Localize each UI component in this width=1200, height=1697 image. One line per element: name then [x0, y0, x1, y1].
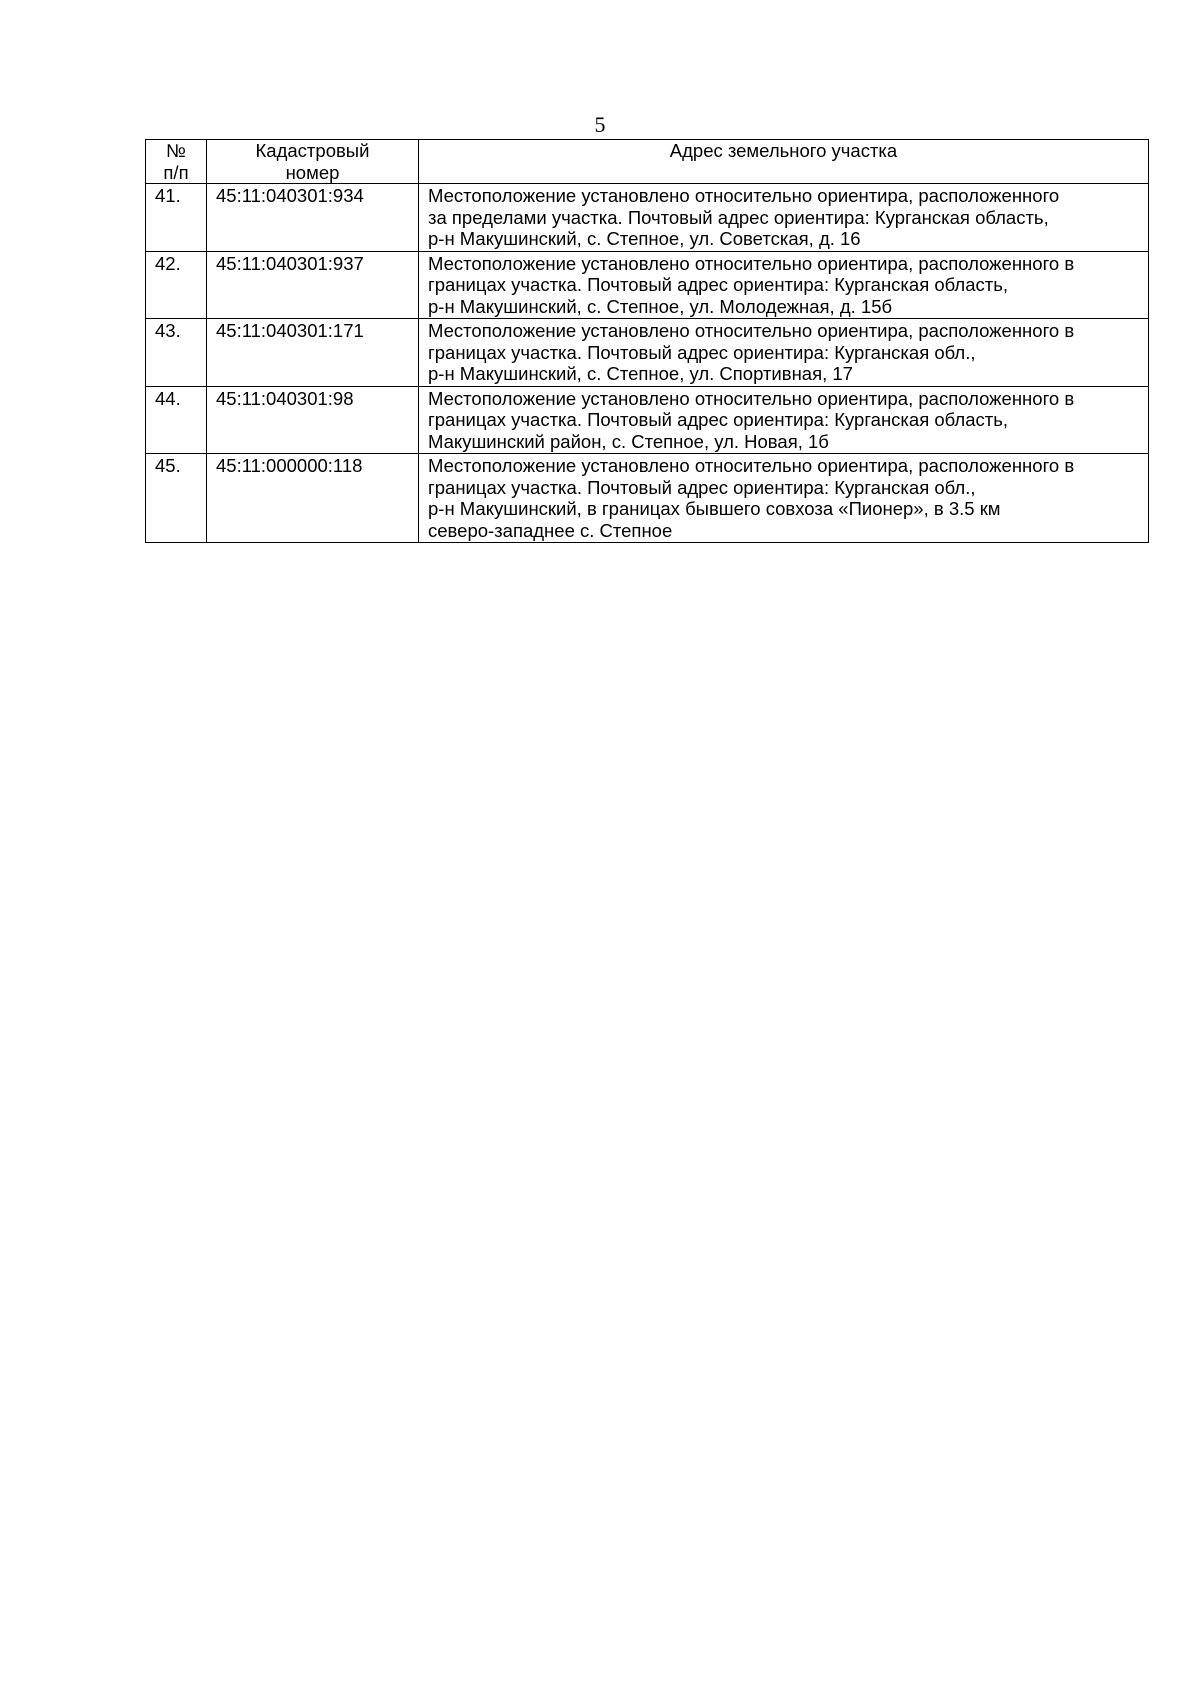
header-num	[146, 140, 207, 184]
table-row	[146, 251, 1149, 319]
header-num-line: п/п	[163, 161, 189, 183]
address-line: р-н Макушинский, в границах бывшего совхоза «Пионер», в 3.5 км	[428, 498, 1001, 519]
address-line: Макушинский район, с. Степное, ул. Новая, 1б	[428, 430, 829, 452]
header-row	[146, 140, 1149, 184]
address-line: границах участка. Почтовый адрес ориентира: Курганская обл.,	[428, 341, 976, 363]
address-line: р-н Макушинский, с. Степное, ул. Спортивная, 17	[428, 363, 853, 384]
plot-address	[419, 184, 1149, 252]
row-number: 42.	[146, 251, 207, 319]
land-plot-table	[145, 139, 1149, 543]
row-number: 41.	[146, 184, 207, 252]
address-line: р-н Макушинский, с. Степное, ул. Советская, д. 16	[428, 228, 861, 249]
header-cadastral-line: номер	[285, 161, 340, 183]
table-row	[146, 454, 1149, 543]
cadastral-number: 45:11:040301:934	[207, 184, 419, 252]
address-line: границах участка. Почтовый адрес ориентира: Курганская область,	[428, 409, 1009, 430]
plot-address	[419, 319, 1149, 387]
address-line: за пределами участка. Почтовый адрес ориентира: Курганская область,	[428, 206, 1049, 228]
header-cadastral	[207, 140, 419, 184]
table-row	[146, 184, 1149, 252]
address-line: р-н Макушинский, с. Степное, ул. Молодежная, д. 15б	[428, 295, 893, 317]
address-line: границах участка. Почтовый адрес ориентира: Курганская область,	[428, 274, 1009, 295]
row-number: 43.	[146, 319, 207, 387]
page-number: 5	[594, 112, 606, 137]
plot-address	[419, 454, 1149, 543]
address-line: Местоположение установлено относительно ориентира, расположенного	[428, 185, 1060, 206]
cadastral-number: 45:11:040301:98	[207, 386, 419, 454]
plot-address	[419, 386, 1149, 454]
cadastral-number: 45:11:040301:937	[207, 251, 419, 319]
header-cadastral-line: Кадастровый	[255, 140, 370, 161]
address-line: Местоположение установлено относительно ориентира, расположенного в	[428, 455, 1075, 476]
address-line: Местоположение установлено относительно ориентира, расположенного в	[428, 387, 1075, 409]
address-line: Местоположение установлено относительно ориентира, расположенного в	[428, 320, 1075, 341]
table-row	[146, 386, 1149, 454]
address-line: Местоположение установлено относительно ориентира, расположенного в	[428, 252, 1075, 274]
address-line: северо-западнее с. Степное	[428, 519, 673, 541]
table-header	[146, 140, 1149, 184]
table-body	[146, 184, 1149, 543]
row-number: 44.	[146, 386, 207, 454]
cadastral-number: 45:11:040301:171	[207, 319, 419, 387]
row-number: 45.	[146, 454, 207, 543]
header-address: Адрес земельного участка	[419, 140, 1149, 184]
cadastral-number: 45:11:000000:118	[207, 454, 419, 543]
header-num-line: №	[166, 140, 186, 161]
plot-address	[419, 251, 1149, 319]
address-line: границах участка. Почтовый адрес ориентира: Курганская обл.,	[428, 476, 976, 498]
table-row	[146, 319, 1149, 387]
